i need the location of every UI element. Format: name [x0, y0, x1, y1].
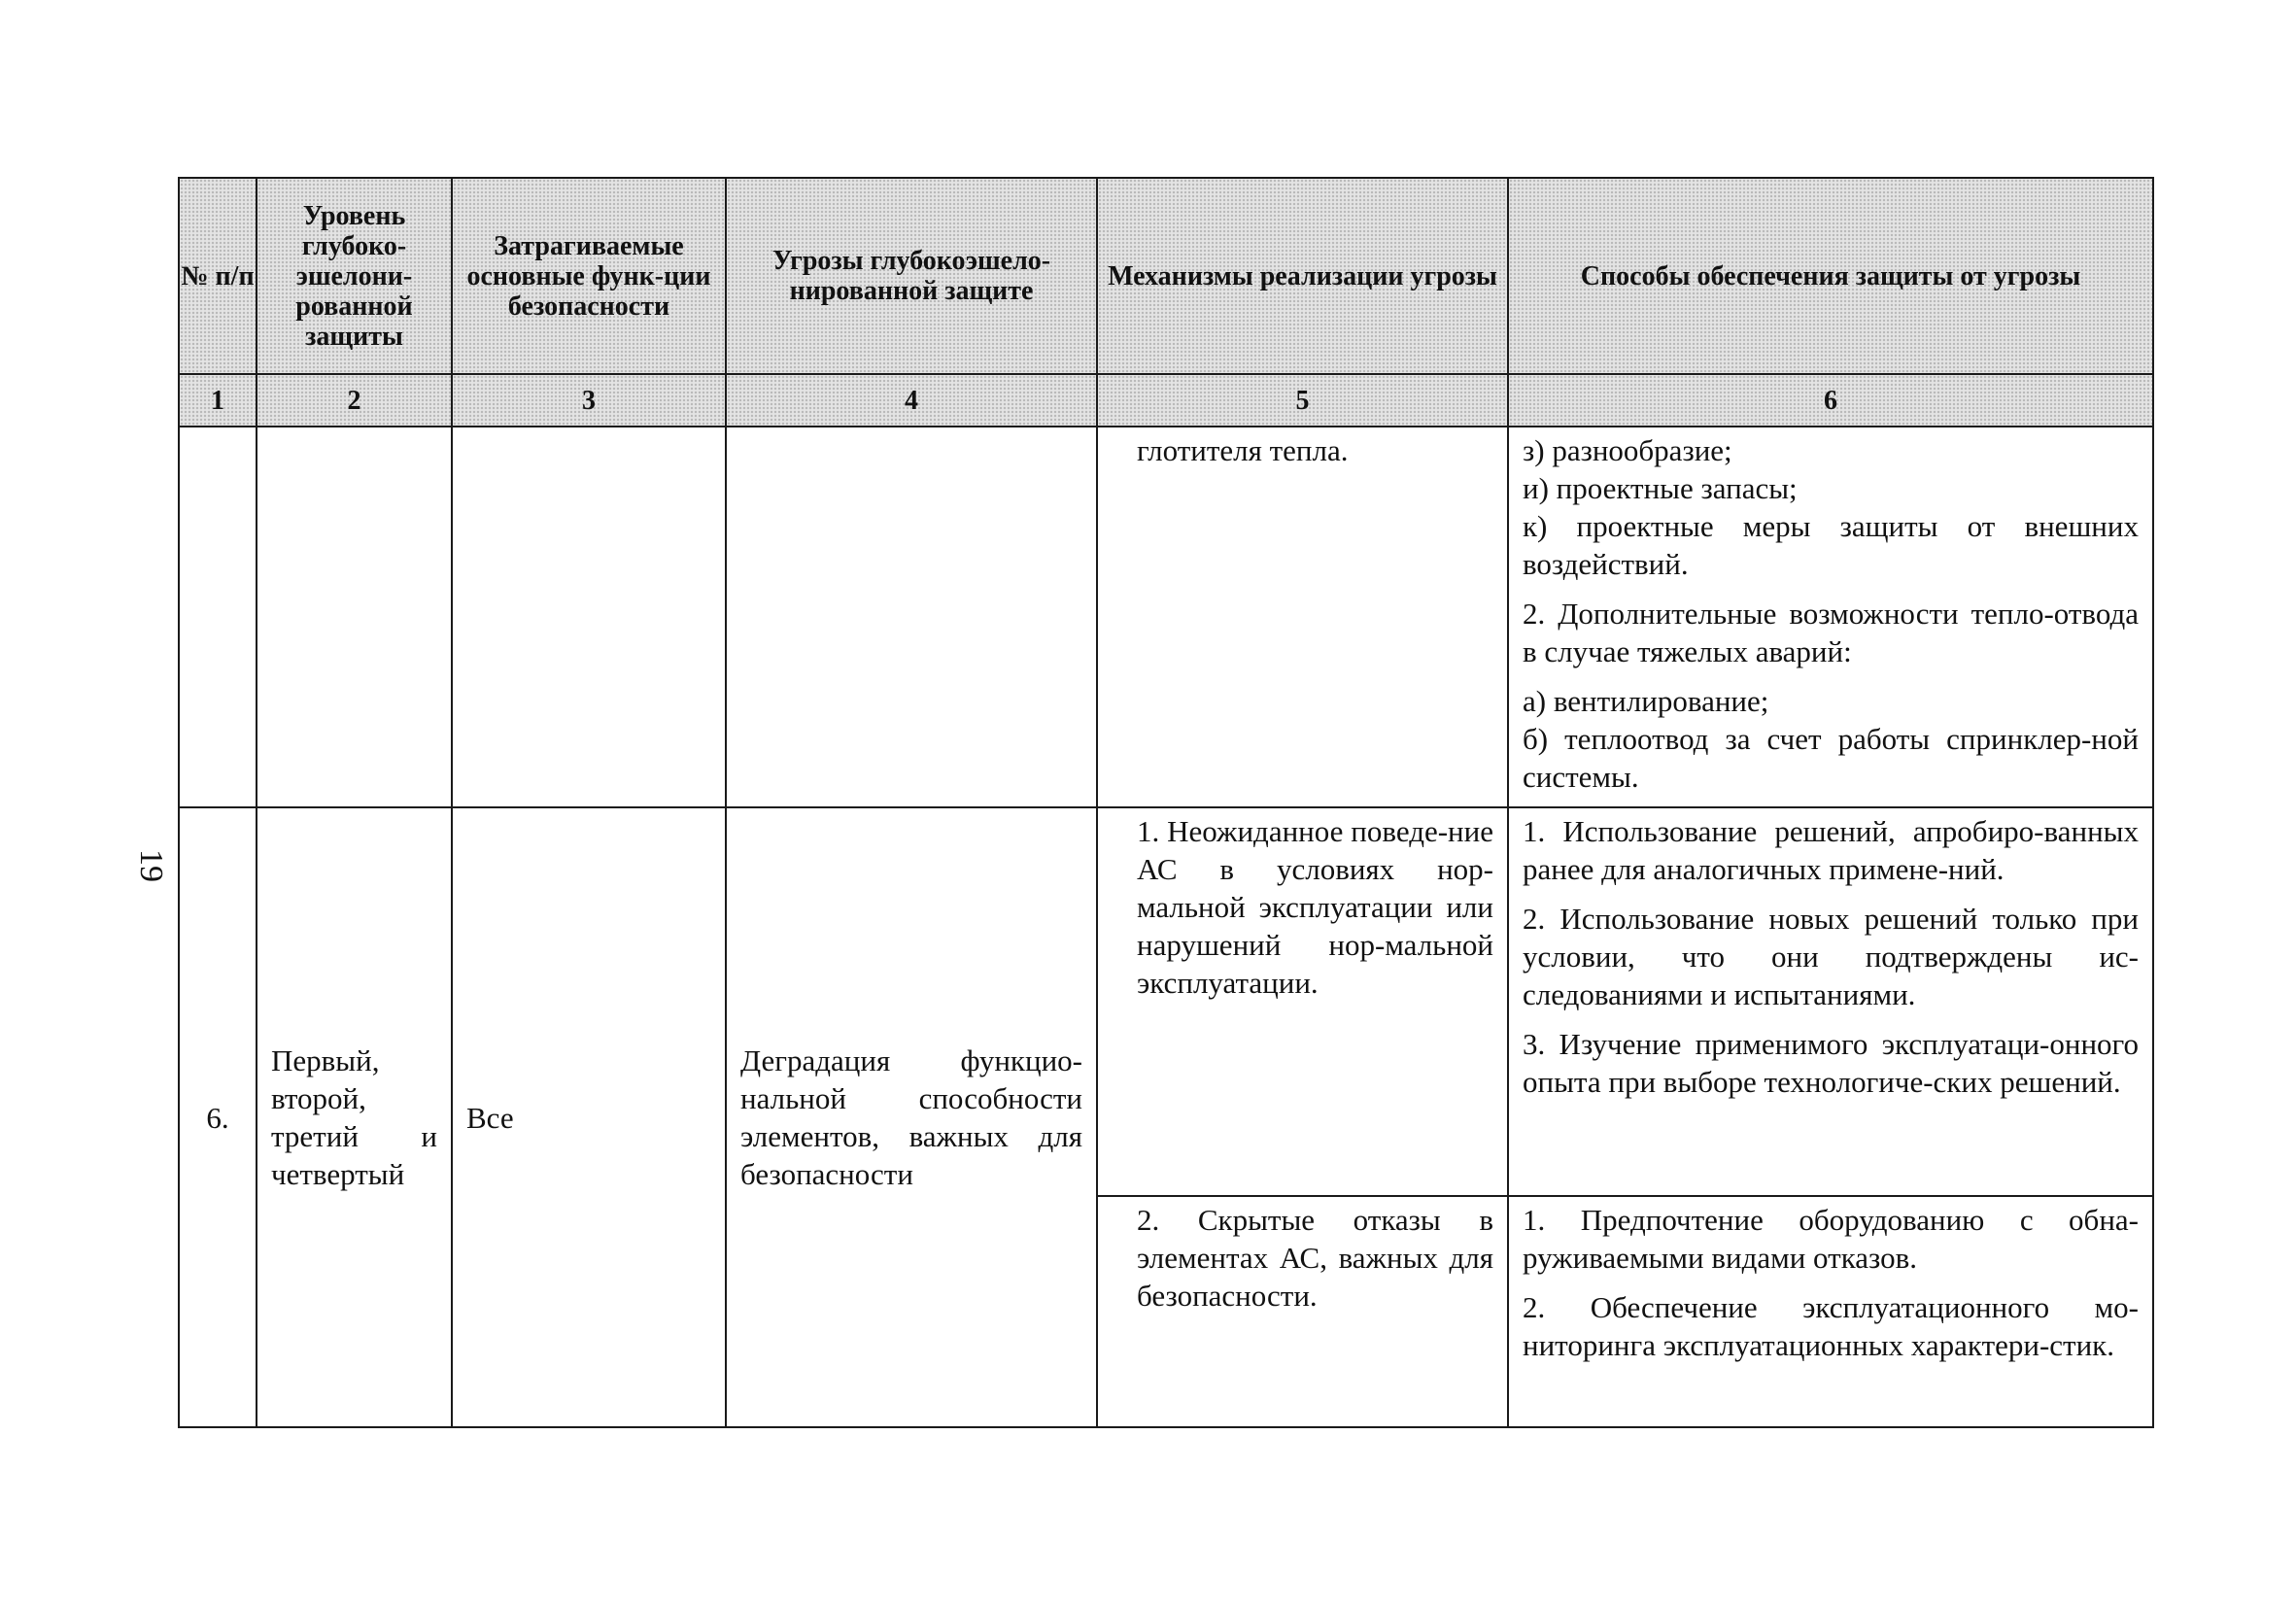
- column-number: 5: [1097, 374, 1508, 427]
- row-number: 6.: [206, 1100, 229, 1135]
- methods-paragraph: 3. Изучение применимого эксплуатаци-онного опыта при выборе технологиче-ских решений.: [1523, 1027, 2139, 1099]
- level-cell: Первый, второй, третий и четвертый: [271, 1043, 437, 1191]
- methods-paragraph: з) разнообразие; и) проектные запасы; к) проектные меры защиты от внешних воздействий.: [1523, 433, 2139, 581]
- table-row-continued: [179, 427, 2153, 807]
- table-row-6a: [179, 807, 2153, 1196]
- methods-cell: [1509, 427, 2152, 800]
- column-number: 3: [452, 374, 726, 427]
- page-number: 19: [133, 849, 169, 882]
- methods-paragraph: 2. Дополнительные возможности тепло-отвода в случае тяжелых аварий:: [1523, 597, 2139, 668]
- threat-cell: Деградация функцио-нальной способности элементов, важных для безопасности: [740, 1043, 1082, 1191]
- column-number: 1: [179, 374, 257, 427]
- header-methods: Способы обеспечения защиты от угрозы: [1508, 178, 2153, 374]
- mechanism-cell: глотителя тепла.: [1137, 433, 1349, 467]
- methods-paragraph: 2. Обеспечение эксплуатационного мо-ниторинга эксплуатационных характери-стик.: [1523, 1290, 2139, 1362]
- methods-paragraph: 2. Использование новых решений только при условии, что они подтверждены ис-следованиями и испытаниями.: [1523, 902, 2139, 1011]
- mechanism-cell: 2. Скрытые отказы в элементах АС, важных для безопасности.: [1137, 1203, 1493, 1313]
- methods-cell: [1509, 1197, 2152, 1368]
- column-number: 6: [1508, 374, 2153, 427]
- mechanism-cell: 1. Неожиданное поведе-ние АС в условиях нор-мальной эксплуатации или нарушений нор-мальной эксплуатации.: [1137, 814, 1493, 1000]
- column-number: 2: [257, 374, 452, 427]
- functions-cell: Все: [466, 1100, 514, 1135]
- methods-paragraph: а) вентилирование; б) теплоотвод за счет работы спринклер-ной системы.: [1523, 684, 2139, 794]
- header-functions: Затрагиваемые основные функ-ции безопасности: [452, 178, 726, 374]
- column-number: 4: [726, 374, 1097, 427]
- header-number: № п/п: [179, 178, 257, 374]
- header-row: [179, 178, 2153, 374]
- methods-cell: [1509, 808, 2152, 1105]
- column-numbers-row: [179, 374, 2153, 427]
- header-threats: Угрозы глубокоэшело-нированной защите: [726, 178, 1097, 374]
- header-mechanisms: Механизмы реализации угрозы: [1097, 178, 1508, 374]
- threats-table: [178, 177, 2154, 1428]
- methods-paragraph: 1. Предпочтение оборудованию с обна-руживаемыми видами отказов.: [1523, 1203, 2139, 1275]
- header-level: Уровень глубоко-эшелони-рованной защиты: [257, 178, 452, 374]
- methods-paragraph: 1. Использование решений, апробиро-ванных ранее для аналогичных примене-ний.: [1523, 814, 2139, 886]
